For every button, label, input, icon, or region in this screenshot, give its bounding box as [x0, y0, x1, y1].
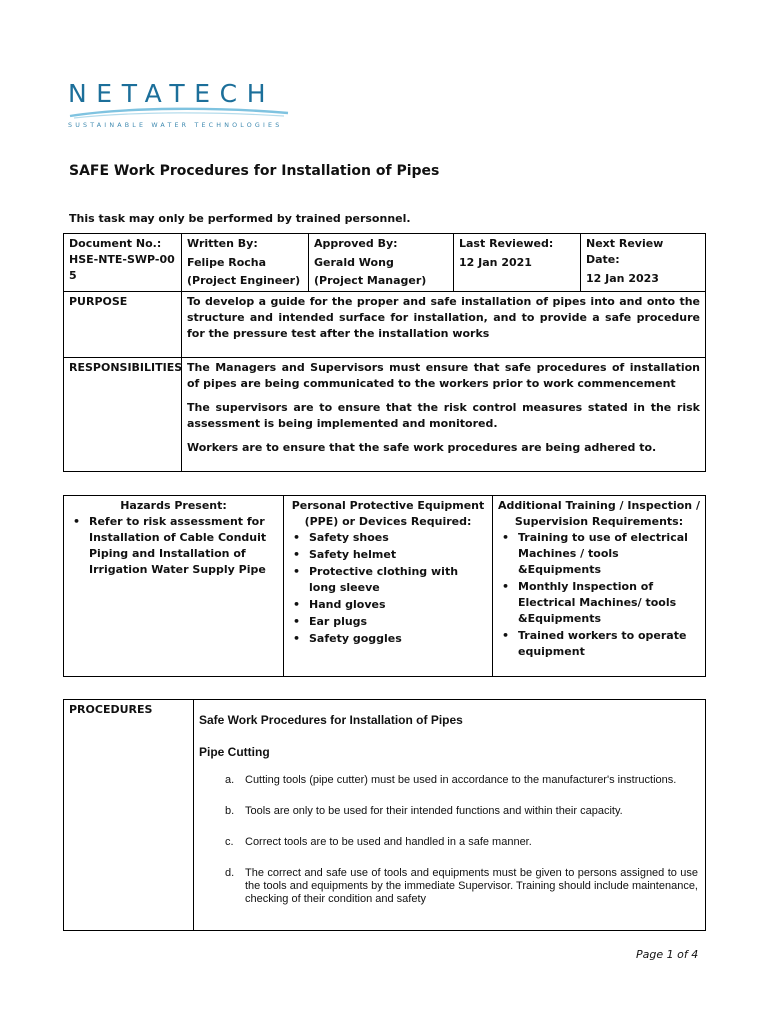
ppe-header: Personal Protective Equipment (PPE) or Devices Required:	[291, 499, 485, 528]
procedure-steps	[199, 774, 700, 906]
ppe-item: • Ear plugs	[309, 614, 487, 630]
written-by-name: Felipe Rocha	[187, 256, 267, 269]
hazards-cell	[64, 496, 284, 677]
ppe-cell	[284, 496, 493, 677]
procedure-step	[199, 805, 700, 818]
approved-by-label: Approved By:	[314, 237, 398, 250]
training-item: • Training to use of electrical Machines / tools &Equipments	[518, 530, 700, 578]
responsibilities-label: RESPONSIBILITIES	[64, 358, 182, 472]
procedure-step	[199, 867, 700, 906]
approved-by-name: Gerald Wong	[314, 256, 394, 269]
procedures-label: PROCEDURES	[64, 700, 194, 931]
document-no-cell	[64, 234, 182, 292]
written-by-cell	[182, 234, 309, 292]
purpose-label: PURPOSE	[64, 292, 182, 358]
step-letter: a.	[225, 774, 235, 786]
next-review-label: Next Review Date:	[586, 237, 664, 266]
written-by-role: (Project Engineer)	[187, 274, 301, 287]
procedure-step	[199, 836, 700, 849]
document-no-label: Document No.:	[69, 237, 162, 250]
procedures-row	[64, 700, 706, 931]
ppe-list	[289, 530, 487, 647]
document-no-value: HSE-NTE-SWP-005	[69, 253, 175, 282]
training-cell	[493, 496, 706, 677]
logo-swoosh-icon	[68, 104, 290, 120]
ppe-item: • Safety helmet	[309, 547, 487, 563]
document-info-table	[63, 233, 706, 472]
procedures-table	[63, 699, 706, 931]
responsibility-paragraph: Workers are to ensure that the safe work procedures are being adhered to.	[187, 441, 657, 454]
next-review-cell	[581, 234, 706, 292]
last-reviewed-value: 12 Jan 2021	[459, 256, 532, 269]
page-number: Page 1 of 4	[636, 948, 699, 961]
procedures-title: Safe Work Procedures for Installation of Pipes	[199, 713, 463, 727]
next-review-value: 12 Jan 2023	[586, 272, 659, 285]
approved-by-cell	[309, 234, 454, 292]
training-item: • Monthly Inspection of Electrical Machines/ tools &Equipments	[518, 579, 700, 627]
logo-tagline: SUSTAINABLE WATER TECHNOLOGIES	[68, 122, 283, 129]
responsibility-paragraph: The supervisors are to ensure that the risk control measures stated in the risk assessment is being implemented and monitored.	[187, 401, 700, 430]
step-letter: c.	[225, 836, 234, 848]
responsibility-paragraph: The Managers and Supervisors must ensure that safe procedures of installation of pipes are being communicated to the workers prior to work commencement	[187, 361, 700, 390]
responsibilities-cell	[182, 358, 706, 472]
hazards-list	[69, 514, 278, 578]
last-reviewed-label: Last Reviewed:	[459, 237, 554, 250]
training-header: Additional Training / Inspection / Supervision Requirements:	[498, 499, 700, 528]
step-letter: b.	[225, 805, 235, 817]
step-text: The correct and safe use of tools and equipments must be given to persons assigned to use the tools and equipments by the immediate Supervisor. Training should include maintenance, checking of their condition and safety	[245, 867, 698, 905]
ppe-item: • Safety shoes	[309, 530, 487, 546]
step-letter: d.	[225, 867, 235, 879]
document-title: SAFE Work Procedures for Installation of Pipes	[69, 163, 440, 179]
step-text: Tools are only to be used for their intended functions and within their capacity.	[245, 805, 623, 817]
training-notice: This task may only be performed by trained personnel.	[69, 212, 411, 225]
purpose-row	[64, 292, 706, 358]
procedures-body	[194, 700, 706, 931]
step-text: Cutting tools (pipe cutter) must be used in accordance to the manufacturer's instructions.	[245, 774, 677, 786]
purpose-text: To develop a guide for the proper and safe installation of pipes into and onto the structure and intended surface for installation, and to provide a safe procedure for the pressure test after the installation works	[182, 292, 706, 358]
last-reviewed-cell	[454, 234, 581, 292]
procedures-subtitle: Pipe Cutting	[199, 745, 270, 759]
hazard-item: • Refer to risk assessment for Installation of Cable Conduit Piping and Installation of Irrigation Water Supply Pipe	[89, 514, 278, 578]
ppe-item: • Safety goggles	[309, 631, 487, 647]
hazard-ppe-table	[63, 495, 706, 677]
procedure-step	[199, 774, 700, 787]
ppe-item: • Protective clothing with long sleeve	[309, 564, 487, 596]
written-by-label: Written By:	[187, 237, 258, 250]
ppe-item: • Hand gloves	[309, 597, 487, 613]
company-logo	[68, 80, 290, 132]
responsibilities-row	[64, 358, 706, 472]
approved-by-role: (Project Manager)	[314, 274, 427, 287]
hazards-header: Hazards Present:	[120, 499, 227, 512]
training-list	[498, 530, 700, 660]
step-text: Correct tools are to be used and handled in a safe manner.	[245, 836, 532, 848]
info-row	[64, 234, 706, 292]
logo-wordmark: NETATECH	[68, 79, 276, 108]
training-item: • Trained workers to operate equipment	[518, 628, 700, 660]
hazard-row	[64, 496, 706, 677]
